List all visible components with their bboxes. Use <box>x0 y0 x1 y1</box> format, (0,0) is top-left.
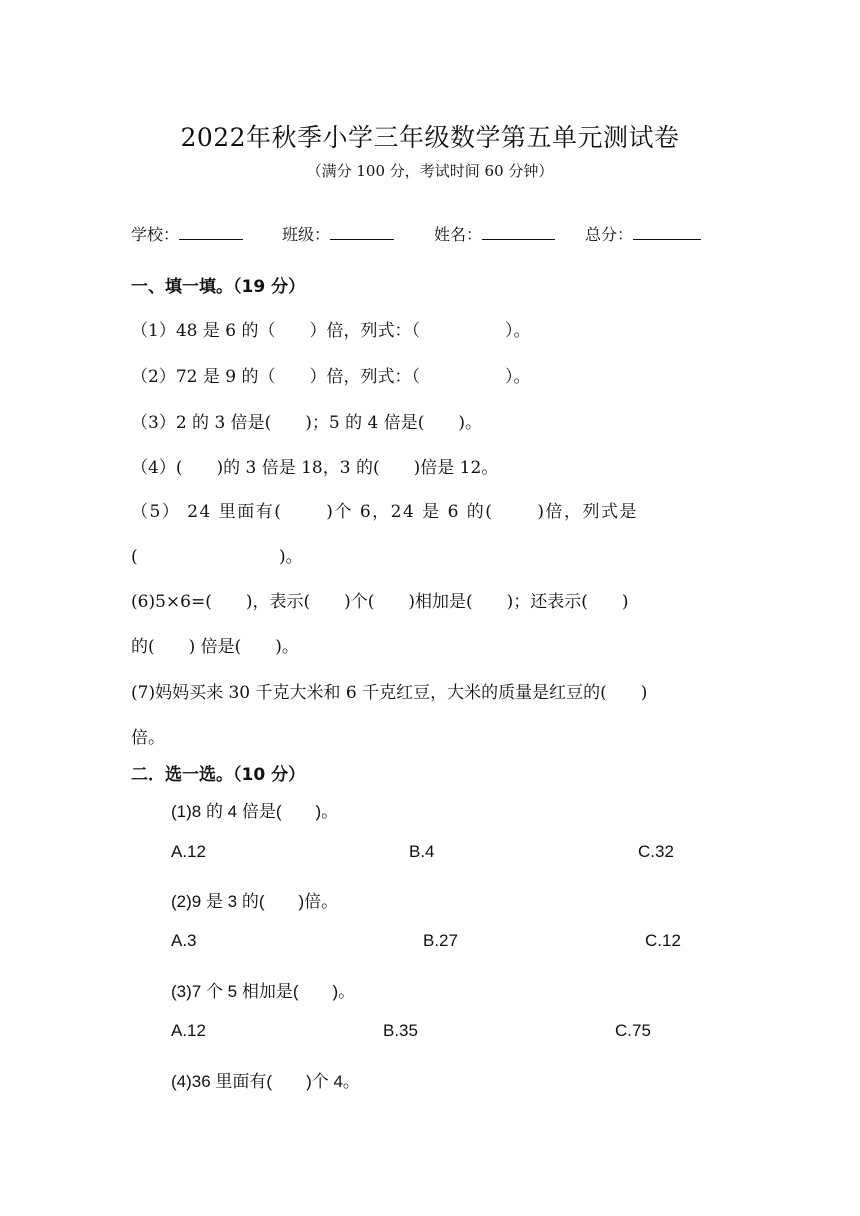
s1-question-7-line1: (7)妈妈买来 30 千克大米和 6 千克红豆，大米的质量是红豆的( ) <box>131 683 648 703</box>
s2-q2-option-b[interactable]: B.27 <box>423 931 458 950</box>
s2-question-1: (1)8 的 4 倍是( )。 <box>171 802 339 821</box>
class-blank[interactable] <box>330 225 394 240</box>
s1-question-5-line1: （5） 24 里面有( )个 6，24 是 6 的( )倍，列式是 <box>131 502 638 522</box>
class-field <box>282 222 394 245</box>
section2-heading: 二．选一选。（10 分） <box>131 765 306 785</box>
s1-question-1: （1）48 是 6 的（ ）倍，列式：（ ）。 <box>131 321 531 341</box>
s1-question-6-line2: 的( ) 倍是( )。 <box>131 637 299 657</box>
s2-question-4: (4)36 里面有( )个 4。 <box>171 1072 360 1091</box>
s1-question-4: （4）( )的 3 倍是 18，3 的( )倍是 12。 <box>131 458 499 478</box>
s2-q1-option-a[interactable]: A.12 <box>171 842 206 861</box>
s2-q2-option-a[interactable]: A.3 <box>171 931 197 950</box>
s2-q1-option-b[interactable]: B.4 <box>409 842 435 861</box>
page-title: 2022年秋季小学三年级数学第五单元测试卷 <box>180 123 680 152</box>
s1-question-5-line2: ( )。 <box>131 547 303 567</box>
class-label: 班级： <box>282 225 331 244</box>
s1-question-2: （2）72 是 9 的（ ）倍，列式：（ ）。 <box>131 367 531 387</box>
s2-question-3: (3)7 个 5 相加是( )。 <box>171 982 356 1001</box>
s2-question-2: (2)9 是 3 的( )倍。 <box>171 892 339 911</box>
s2-q3-option-c[interactable]: C.75 <box>615 1021 651 1040</box>
s2-q1-option-c[interactable]: C.32 <box>638 842 674 861</box>
page-subtitle: （满分 100 分，考试时间 60 分钟） <box>306 162 554 180</box>
s2-q2-option-c[interactable]: C.12 <box>645 931 681 950</box>
section1-heading: 一、填一填。（19 分） <box>131 277 306 297</box>
total-blank[interactable] <box>633 225 701 240</box>
total-label: 总分： <box>585 225 634 244</box>
name-blank[interactable] <box>482 225 555 240</box>
s1-question-3: （3）2 的 3 倍是( )；5 的 4 倍是( )。 <box>131 413 483 433</box>
name-label: 姓名： <box>434 225 483 244</box>
name-field <box>434 222 555 245</box>
school-label: 学校： <box>131 225 180 244</box>
s2-q3-option-a[interactable]: A.12 <box>171 1021 206 1040</box>
school-blank[interactable] <box>179 225 243 240</box>
s2-q3-option-b[interactable]: B.35 <box>383 1021 418 1040</box>
total-field <box>585 222 701 245</box>
s1-question-6-line1: (6)5×6=( )，表示( )个( )相加是( )；还表示( ) <box>131 592 629 612</box>
s1-question-7-line2: 倍。 <box>131 728 165 748</box>
school-field <box>131 222 243 245</box>
